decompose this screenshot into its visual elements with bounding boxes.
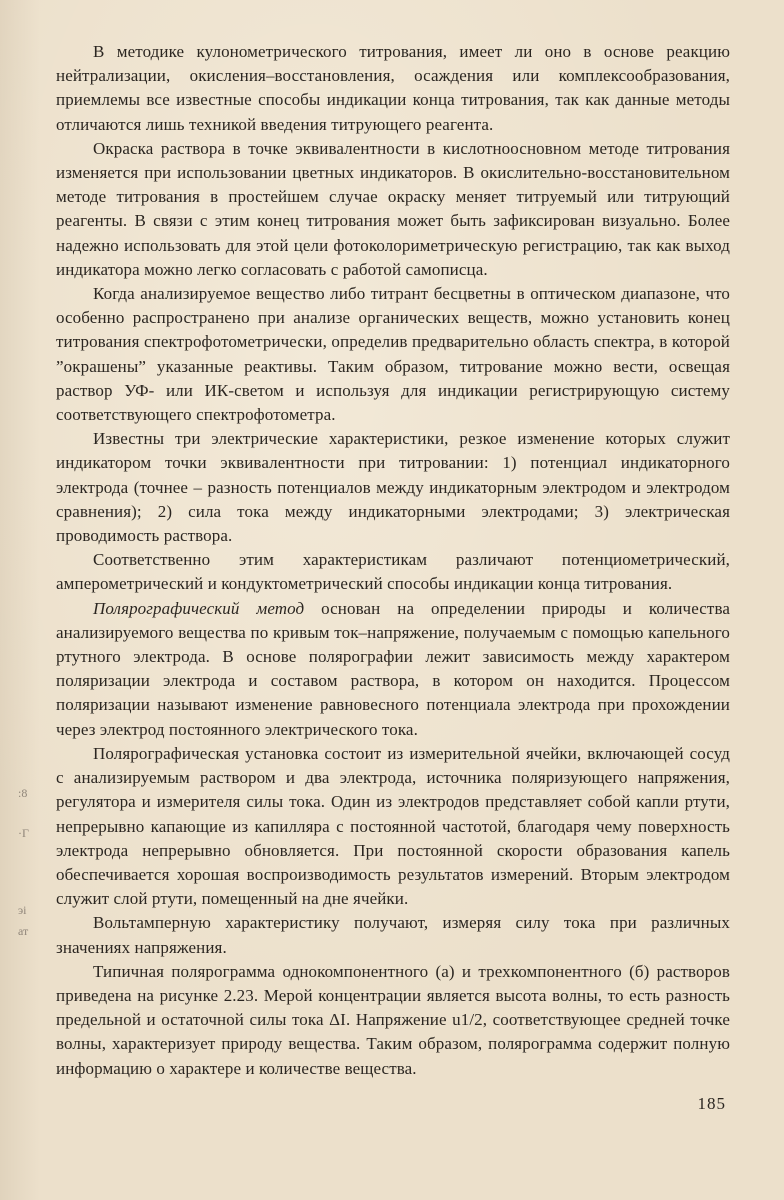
italic-term: Полярографический метод xyxy=(93,598,305,618)
body-text xyxy=(56,40,730,1081)
paragraph-2: Окраска раствора в точке эквивалентности в кислотноосновном методе титрования изменяется при использовании цветных индикаторов. В окислительно-восстановительном методе титрования в простейшем случае окраску меняет титруемый или титрующий реагенты. В связи с этим конец титрования может быть зафиксирован визуально. Более надежно использовать для этой цели фотоколориметрическую регистрацию, так как выход индикатора можно легко согласовать с работой самописца. xyxy=(56,138,730,279)
paragraph-9: Типичная полярограмма однокомпонентного (а) и трехкомпонентного (б) растворов приведена на рисунке 2.23. Мерой концентрации является высота волны, то есть разность предельной и остаточной силы тока ΔI. Напряжение u1/2, соответствующее средней точке волны, характеризует природу вещества. Таким образом, полярограмма содержит полную информацию о характере и количестве вещества. xyxy=(56,961,730,1078)
margin-mark: ат xyxy=(18,924,29,938)
paragraph-6-text: основан на определении природы и количества анализируемого вещества по кривым ток–напряжение, получаемым с помощью капельного ртутного электрода. В основе полярографии лежит зависимость между характером поляризации электрода и составом раствора, в котором он находится. Процессом поляризации называют изменение равновесного потенциала электрода при прохождении через электрод постоянного электрического тока. xyxy=(56,598,731,739)
paragraph-6 xyxy=(56,597,730,742)
margin-mark: :8 xyxy=(18,786,28,800)
page-number: 185 xyxy=(697,1094,726,1113)
margin-mark: ·Г xyxy=(18,826,29,840)
margin-mark: эі xyxy=(18,903,27,917)
paragraph-4: Известны три электрические характеристики, резкое изменение которых служит индикатором точки эквивалентности при титровании: 1) потенциал индикаторного электрода (точнее – разность потенциалов между индикаторным электродом и электродом сравнения); 2) сила тока между индикаторными электродами; 3) электрическая проводимость раствора. xyxy=(56,429,730,546)
paragraph-1: В методике кулонометрического титрования, имеет ли оно в основе реакцию нейтрализации, окисления–восстановления, осаждения или комплексообразования, приемлемы все известные способы индикации конца титрования, так как данные методы отличаются лишь техникой введения титрующего реагента. xyxy=(56,42,730,134)
paragraph-7: Полярографическая установка состоит из измерительной ячейки, включающей сосуд с анализируемым раствором и два электрода, источника поляризующего напряжения, регулятора и измерителя силы тока. Один из электродов представляет собой капли ртути, непрерывно капающие из капилляра с постоянной частотой, благодаря чему поверхность электрода непрерывно обновляется. При постоянной скорости образования капель обеспечивается хорошая воспроизводимость результатов измерений. Вторым электродом служит слой ртути, помещенный на дне ячейки. xyxy=(56,743,730,909)
paragraph-5: Соответственно этим характеристикам различают потенциометрический, амперометрический и кондуктометрический способы индикации конца титрования. xyxy=(56,550,730,594)
paragraph-3: Когда анализируемое вещество либо титрант бесцветны в оптическом диапазоне, что особенно распространено при анализе органических веществ, можно установить конец титрования спектрофотометрически, определив предварительно область спектра, в которой ”окрашены” указанные реактивы. Таким образом, титрование можно вести, освещая раствор УФ- или ИК-светом и используя для индикации регистрирующую систему соответствующего спектрофотометра. xyxy=(56,284,730,425)
paragraph-8: Вольтамперную характеристику получают, измеряя силу тока при различных значениях напряжения. xyxy=(56,913,730,957)
